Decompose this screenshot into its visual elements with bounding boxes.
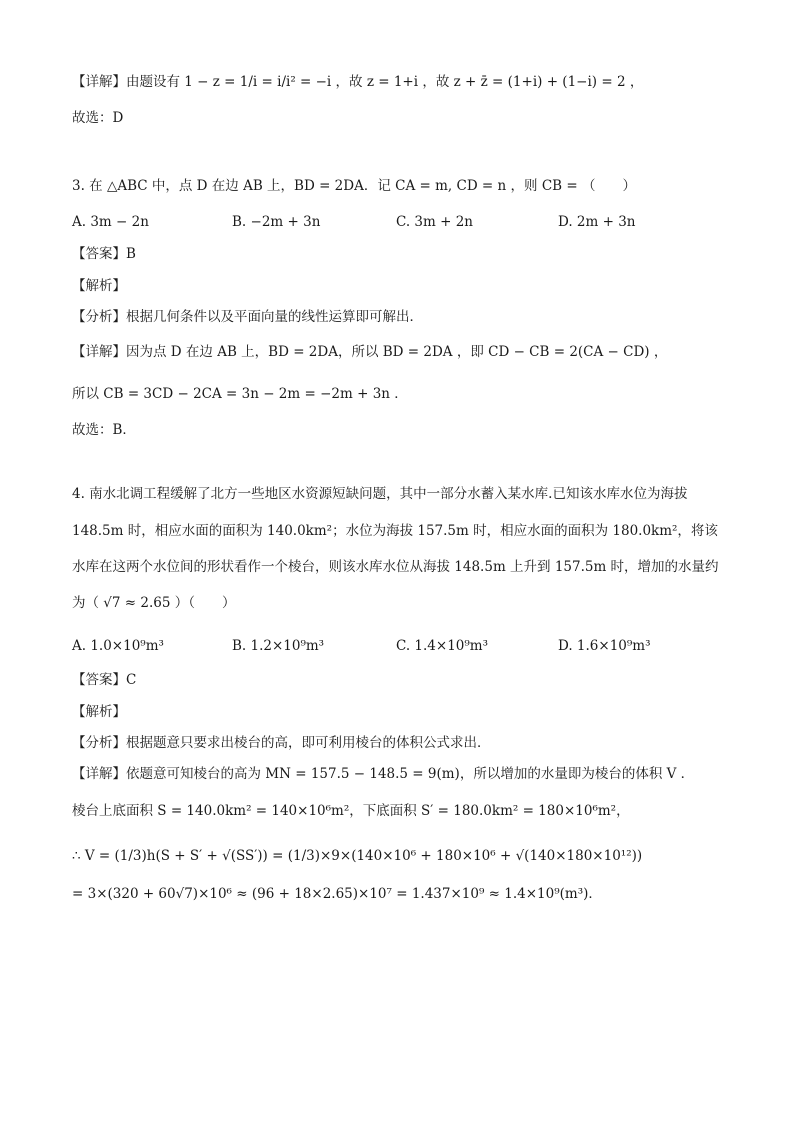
q3-option-b: B. −2m + 3n <box>232 214 321 230</box>
q4-answer: 【答案】C <box>72 672 137 688</box>
q4-detail-3: ∴ V = (1/3)h(S + S′ + √(SS′)) = (1/3)×9×(140×10⁶ + 180×10⁶ + √(140×180×10¹²)) <box>72 848 643 864</box>
q3-stem: 3. 在 △ABC 中，点 D 在边 AB 上，BD = 2DA．记 CA = m, CD = n ，则 CB = （ ） <box>72 178 636 194</box>
q3-option-c: C. 3m + 2n <box>396 214 473 230</box>
q4-analysis: 【分析】根据题意只要求出棱台的高，即可利用棱台的体积公式求出． <box>72 735 491 751</box>
q4-stem-line-1: 4. 南水北调工程缓解了北方一些地区水资源短缺问题，其中一部分水蓄入某水库.已知该水库水位为海拔 <box>72 486 688 502</box>
q4-detail-1: 【详解】依题意可知棱台的高为 MN = 157.5 − 148.5 = 9(m)，所以增加的水量即为棱台的体积 V ． <box>72 766 695 782</box>
q4-analysis-title: 【解析】 <box>72 704 126 720</box>
q3-detail-1: 【详解】因为点 D 在边 AB 上，BD = 2DA，所以 BD = 2DA ，即 CD − CB = 2(CA − CD) ， <box>72 344 668 360</box>
q3-option-d: D. 2m + 3n <box>558 214 636 230</box>
q3-option-a: A. 3m − 2n <box>72 214 149 230</box>
q4-option-d: D. 1.6×10⁹m³ <box>558 638 651 654</box>
q3-answer: 【答案】B <box>72 246 136 262</box>
q4-option-b: B. 1.2×10⁹m³ <box>232 638 325 654</box>
q3-detail-2: 所以 CB = 3CD − 2CA = 3n − 2m = −2m + 3n ． <box>72 386 408 402</box>
q4-stem-line-3: 水库在这两个水位间的形状看作一个棱台，则该水库水位从海拔 148.5m 上升到 157.5m 时，增加的水量约 <box>72 559 719 575</box>
q2-detail: 【详解】由题设有 1 − z = 1/i = i/i² = −i ，故 z = 1+i ，故 z + z̄ = (1+i) + (1−i) = 2 ， <box>72 74 644 90</box>
q4-detail-4: = 3×(320 + 60√7)×10⁶ ≈ (96 + 18×2.65)×10⁷ = 1.437×10⁹ ≈ 1.4×10⁹(m³)． <box>72 886 602 902</box>
q4-option-c: C. 1.4×10⁹m³ <box>396 638 489 654</box>
q2-choice: 故选：D <box>72 110 124 126</box>
q4-stem-line-2: 148.5m 时，相应水面的面积为 140.0km²；水位为海拔 157.5m 时，相应水面的面积为 180.0km²，将该 <box>72 523 718 539</box>
q3-analysis: 【分析】根据几何条件以及平面向量的线性运算即可解出． <box>72 309 423 325</box>
q4-option-a: A. 1.0×10⁹m³ <box>72 638 164 654</box>
q3-choice: 故选：B． <box>72 422 136 438</box>
q3-analysis-title: 【解析】 <box>72 278 126 294</box>
q4-stem-line-4: 为（ √7 ≈ 2.65 ）（ ） <box>72 595 236 611</box>
q4-detail-2: 棱台上底面积 S = 140.0km² = 140×10⁶m²，下底面积 S′ = 180.0km² = 180×10⁶m²， <box>72 803 630 819</box>
